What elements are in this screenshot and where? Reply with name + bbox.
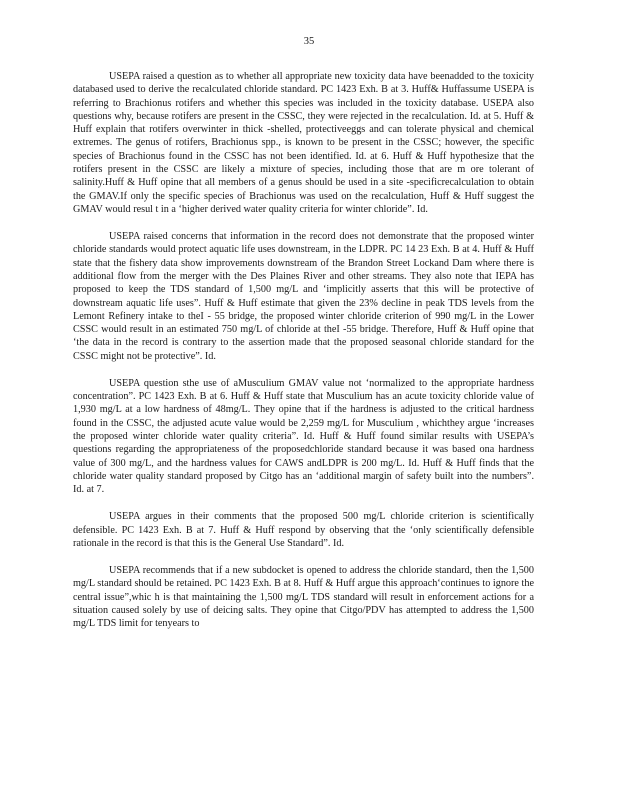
document-body — [73, 70, 534, 630]
paragraph-subdocket-recommendation: USEPA recommends that if a new subdocket is opened to address the chloride standard, then the 1,500 mg/L standard should be retained. PC 1423 Exh. B at 8. Huff & Huff argue this approach‘continues to ignore the central issue”,whic h is that maintaining the 1,500 mg/L TDS standard will result in enforcement actions for a situation caused solely by use of deicing salts. They opine that Citgo/PDV has attempted to address the 1,500 mg/L TDS limit for tenyears to — [73, 564, 534, 630]
paragraph-downstream-protection: USEPA raised concerns that information in the record does not demonstrate that the proposed winter chloride standards would protect aquatic life uses downstream, in the LDPR. PC 14 23 Exh. B at 4. Huff & Huff state that the fishery data show improvements downstream of the Brandon Street Lockand Dam where there is additional flow from the merger with the Des Plaines River and other streams. They also note that IEPA has proposed to keep the TDS standard of 1,500 mg/L and ‘implicitly asserts that this will be protective of downstream aquatic life uses”. Huff & Huff estimate that given the 23% decline in peak TDS levels from the Lemont Refinery intake to theI - 55 bridge, the proposed winter chloride criterion of 990 mg/L in the Lower CSSC would result in an estimated 750 mg/L of chloride at theI -55 bridge. Therefore, Huff & Huff opine that ‘the data in the record is contrary to the assertion made that the proposed seasonal chloride standard for the CSSC might not be protective”. Id. — [73, 231, 534, 362]
paragraph-musculium-gmav: USEPA question sthe use of aMusculium GMAV value not ‘normalized to the appropriate hardness concentration”. PC 1423 Exh. B at 6. Huff & Huff state that Musculium has an acute toxicity chloride value of 1,930 mg/L at a low hardness of 48mg/L. They opine that if the hardness is adjusted to the critical hardness found in the CSSC, the adjusted acute value would be 2,259 mg/L for Musculium , whichthey argue ‘increases the proposed winter chloride water quality criteria”. Id. Huff & Huff found similar results with USEPA’s questions regarding the appropriateness of the proposedchloride standard because it was based ona hardness value of 300 mg/L, and the hardness values for CAWS andLDPR is 200 mg/L. Id. Huff & Huff finds that the chloride water quality standard proposed by Citgo has an ‘additional margin of safety built into the numbers”. Id. at 7. — [73, 377, 534, 496]
paragraph-500-criterion: USEPA argues in their comments that the proposed 500 mg/L chloride criterion is scientifically defensible. PC 1423 Exh. B at 7. Huff & Huff respond by observing that the ‘only scientifically defensible rationale in the record is that this is the General Use Standard”. Id. — [73, 511, 534, 549]
page-number: 35 — [303, 36, 315, 47]
paragraph-rotifers: USEPA raised a question as to whether all appropriate new toxicity data have beenadded to the toxicity databased used to derive the recalculated chloride standard. PC 1423 Exh. B at 3. Huff& Huffassume USEPA is referring to Brachionus rotifers and whether this species was included in the toxicity database. USEPA also questions why, because rotifers are present in the CSSC, they were rejected in the recalculation. Id. at 5. Huff & Huff explain that rotifers overwinter in thick -shelled, protectiveeggs and can tolerate physical and chemical extremes. The genus of rotifers, Brachionus spp., is known to be present in the CSSC; however, the specific species of Brachionus found in the CSSC has not been identified. Id. at 6. Huff & Huff hypothesize that the rotifers present in the CSSC are likely a mixture of species, including those that are m ore tolerant of salinity.Huff & Huff opine that all members of a genus should be used in a site -specificrecalculation to obtain the GMAV.If only the specific species of Brachionus was used on the recalculation, Huff & Huff suggest the GMAV would resul t in a ‘higher derived water quality criteria for winter chloride”. Id. — [73, 71, 534, 215]
